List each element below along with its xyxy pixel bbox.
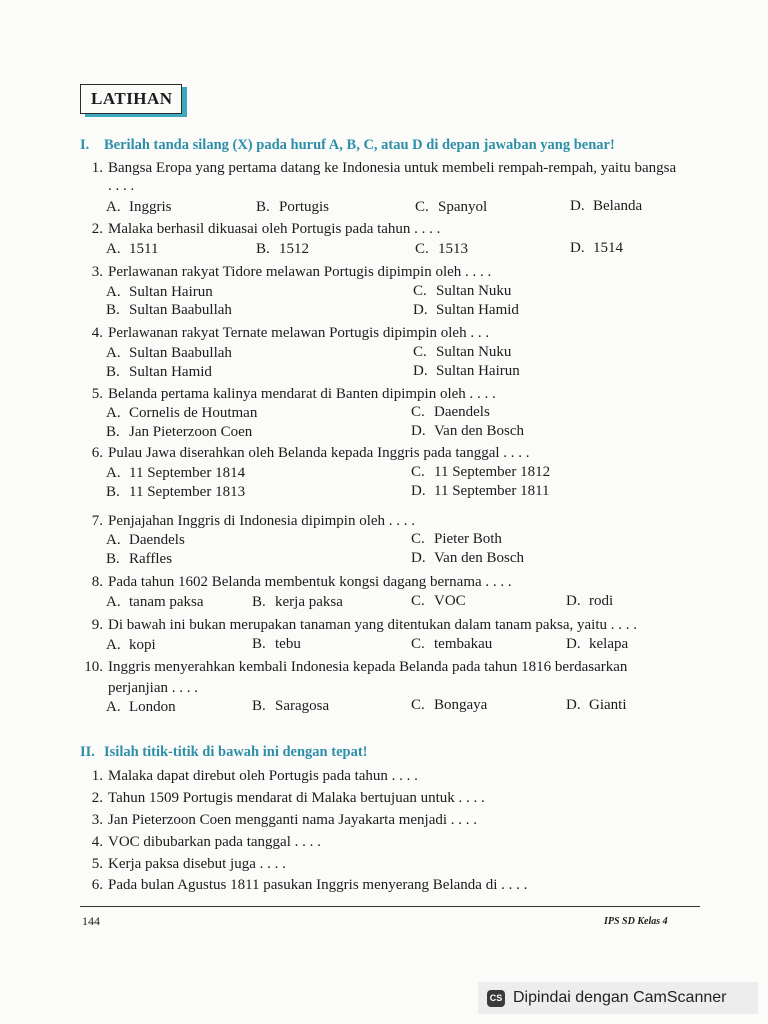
- option-a[interactable]: [106, 699, 176, 716]
- section-1-heading: [80, 137, 615, 154]
- option-letter: D.: [570, 240, 585, 256]
- item-number: 6.: [91, 877, 103, 893]
- option-letter: A.: [106, 241, 121, 257]
- option-c[interactable]: [411, 593, 466, 610]
- option-text: rodi: [589, 593, 614, 609]
- option-b[interactable]: [256, 199, 329, 216]
- option-text: Belanda: [593, 198, 643, 214]
- question-text: Perlawanan rakyat Ternate melawan Portugis dipimpin oleh . . .: [108, 325, 490, 341]
- option-text: Spanyol: [438, 199, 488, 215]
- option-text: Saragosa: [275, 698, 330, 714]
- option-a[interactable]: [106, 199, 172, 216]
- option-text: London: [129, 699, 176, 715]
- option-letter: C.: [411, 593, 425, 609]
- question-2: [91, 221, 441, 238]
- question-text: Pada tahun 1602 Belanda membentuk kongsi dagang bernama . . . .: [108, 574, 512, 590]
- option-d[interactable]: [566, 593, 613, 610]
- item-text: Jan Pieterzoon Coen mengganti nama Jayakarta menjadi . . . .: [108, 812, 478, 828]
- title-box: [80, 84, 182, 114]
- option-text: Inggris: [129, 199, 172, 215]
- option-a[interactable]: [106, 637, 156, 654]
- option-letter: A.: [106, 345, 121, 361]
- item-number: 1.: [91, 768, 103, 784]
- option-letter: D.: [413, 363, 428, 379]
- option-b[interactable]: [252, 594, 343, 611]
- option-letter: D.: [411, 423, 426, 439]
- option-letter: D.: [566, 697, 581, 713]
- option-text: Gianti: [589, 697, 627, 713]
- option-a[interactable]: [106, 405, 257, 422]
- option-text: 1514: [593, 240, 623, 256]
- option-text: Van den Bosch: [434, 423, 524, 439]
- item-text: Pada bulan Agustus 1811 pasukan Inggris menyerang Belanda di . . . .: [108, 877, 528, 893]
- item-text: VOC dibubarkan pada tanggal . . . .: [108, 834, 321, 850]
- option-letter: B.: [106, 484, 120, 500]
- question-text: Perlawanan rakyat Tidore melawan Portugis dipimpin oleh . . . .: [108, 264, 492, 280]
- option-text: Sultan Hamid: [436, 302, 519, 318]
- option-b[interactable]: [252, 698, 329, 715]
- option-a[interactable]: [106, 284, 213, 301]
- option-letter: A.: [106, 637, 121, 653]
- option-text: Van den Bosch: [434, 550, 524, 566]
- option-letter: B.: [106, 364, 120, 380]
- option-c[interactable]: [411, 464, 550, 481]
- question-number: 8.: [91, 574, 103, 590]
- question-number: 7.: [91, 513, 103, 529]
- question-text: Pulau Jawa diserahkan oleh Belanda kepada Inggris pada tanggal . . . .: [108, 445, 530, 461]
- question-number: 1.: [91, 160, 103, 176]
- option-letter: C.: [411, 531, 425, 547]
- option-text: Bongaya: [434, 697, 488, 713]
- option-letter: B.: [252, 636, 266, 652]
- question-number: 3.: [91, 264, 103, 280]
- item-text: Tahun 1509 Portugis mendarat di Malaka bertujuan untuk . . . .: [108, 790, 485, 806]
- option-letter: B.: [256, 199, 270, 215]
- option-letter: C.: [411, 404, 425, 420]
- option-text: 1513: [438, 241, 468, 257]
- option-text: tebu: [275, 636, 301, 652]
- option-text: Sultan Baabullah: [129, 302, 232, 318]
- question-4: [91, 325, 490, 342]
- option-text: Sultan Hairun: [129, 284, 213, 300]
- question-text: Di bawah ini bukan merupakan tanaman yang ditentukan dalam tanam paksa, yaitu . . . .: [108, 617, 638, 633]
- option-d[interactable]: [570, 198, 642, 215]
- item-text: Kerja paksa disebut juga . . . .: [108, 856, 286, 872]
- page-number: 144: [82, 914, 100, 928]
- option-text: Cornelis de Houtman: [129, 405, 258, 421]
- option-b[interactable]: [106, 302, 232, 319]
- option-text: Sultan Nuku: [436, 283, 512, 299]
- option-letter: B.: [106, 424, 120, 440]
- option-text: Portugis: [279, 199, 330, 215]
- option-text: kerja paksa: [275, 594, 343, 610]
- option-text: Sultan Nuku: [436, 344, 512, 360]
- option-d[interactable]: [566, 636, 628, 653]
- option-text: 1512: [279, 241, 309, 257]
- option-c[interactable]: [413, 283, 511, 300]
- option-a[interactable]: [106, 532, 185, 549]
- option-b[interactable]: [106, 424, 252, 441]
- option-letter: B.: [106, 302, 120, 318]
- section-2-heading: [80, 744, 367, 761]
- question-7: [91, 513, 416, 530]
- option-d[interactable]: [413, 302, 519, 319]
- option-letter: D.: [570, 198, 585, 214]
- option-c[interactable]: [411, 636, 492, 653]
- option-text: 1511: [129, 241, 159, 257]
- page-title: LATIHAN: [91, 89, 173, 108]
- section-1-number: I.: [80, 137, 90, 153]
- option-b[interactable]: [106, 551, 172, 568]
- option-b[interactable]: [106, 364, 212, 381]
- option-text: tanam paksa: [129, 594, 204, 610]
- option-letter: D.: [411, 550, 426, 566]
- fill-item-3: [91, 812, 478, 829]
- option-a[interactable]: [106, 241, 158, 258]
- option-text: Sultan Baabullah: [129, 345, 232, 361]
- camscanner-logo-icon: CS: [487, 990, 505, 1007]
- option-letter: C.: [415, 199, 429, 215]
- option-letter: A.: [106, 284, 121, 300]
- option-c[interactable]: [415, 199, 487, 216]
- option-letter: A.: [106, 594, 121, 610]
- option-letter: B.: [106, 551, 120, 567]
- option-text: 11 September 1811: [434, 483, 550, 499]
- option-letter: D.: [566, 636, 581, 652]
- option-a[interactable]: [106, 465, 245, 482]
- option-letter: A.: [106, 465, 121, 481]
- question-number: 5.: [91, 386, 103, 402]
- option-letter: B.: [252, 594, 266, 610]
- question-1-continuation: . . . .: [108, 178, 135, 194]
- section-1-instruction: Berilah tanda silang (X) pada huruf A, B, C, atau D di depan jawaban yang benar!: [104, 137, 615, 153]
- option-c[interactable]: [415, 241, 468, 258]
- option-d[interactable]: [570, 240, 623, 257]
- option-letter: B.: [256, 241, 270, 257]
- option-letter: B.: [252, 698, 266, 714]
- option-letter: C.: [411, 464, 425, 480]
- option-a[interactable]: [106, 594, 204, 611]
- option-b[interactable]: [252, 636, 301, 653]
- section-2-instruction: Isilah titik-titik di bawah ini dengan tepat!: [104, 744, 368, 760]
- question-6: [91, 445, 530, 462]
- option-text: Sultan Hamid: [129, 364, 212, 380]
- item-number: 4.: [91, 834, 103, 850]
- option-d[interactable]: [566, 697, 627, 714]
- option-text: 11 September 1813: [129, 484, 246, 500]
- option-text: 11 September 1814: [129, 465, 246, 481]
- book-title: IPS SD Kelas 4: [604, 916, 668, 927]
- question-text: Inggris menyerahkan kembali Indonesia kepada Belanda pada tahun 1816 berdasarkan: [108, 659, 628, 675]
- item-number: 3.: [91, 812, 103, 828]
- option-letter: A.: [106, 405, 121, 421]
- option-text: Jan Pieterzoon Coen: [129, 424, 253, 440]
- fill-item-6: [91, 877, 528, 894]
- option-d[interactable]: [413, 363, 520, 380]
- option-letter: C.: [411, 697, 425, 713]
- option-b[interactable]: [256, 241, 309, 258]
- option-letter: D.: [566, 593, 581, 609]
- option-text: Daendels: [129, 532, 185, 548]
- question-8: [91, 574, 512, 591]
- option-d[interactable]: [411, 483, 550, 500]
- option-text: Sultan Hairun: [436, 363, 520, 379]
- option-letter: A.: [106, 699, 121, 715]
- question-number: 6.: [91, 445, 103, 461]
- option-letter: C.: [415, 241, 429, 257]
- option-text: Pieter Both: [434, 531, 502, 547]
- question-10-continuation: perjanjian . . . .: [108, 680, 198, 696]
- question-3: [91, 264, 492, 281]
- option-a[interactable]: [106, 345, 232, 362]
- item-number: 5.: [91, 856, 103, 872]
- option-letter: D.: [413, 302, 428, 318]
- option-text: Raffles: [129, 551, 173, 567]
- option-letter: C.: [411, 636, 425, 652]
- option-text: VOC: [434, 593, 466, 609]
- option-c[interactable]: [413, 344, 511, 361]
- item-text: Malaka dapat direbut oleh Portugis pada tahun . . . .: [108, 768, 418, 784]
- question-10: [84, 659, 628, 676]
- question-number: 10.: [84, 659, 103, 675]
- option-letter: A.: [106, 199, 121, 215]
- option-c[interactable]: [411, 697, 487, 714]
- scanner-text: Dipindai dengan CamScanner: [513, 989, 727, 1006]
- question-5: [91, 386, 496, 403]
- option-c[interactable]: [411, 531, 502, 548]
- option-c[interactable]: [411, 404, 490, 421]
- option-text: Daendels: [434, 404, 490, 420]
- question-1: [91, 160, 677, 177]
- question-text: Penjajahan Inggris di Indonesia dipimpin oleh . . . .: [108, 513, 416, 529]
- fill-item-5: [91, 856, 286, 873]
- fill-item-4: [91, 834, 321, 851]
- fill-item-2: [91, 790, 485, 807]
- scanner-watermark: [478, 982, 758, 1014]
- question-number: 4.: [91, 325, 103, 341]
- question-number: 2.: [91, 221, 103, 237]
- option-text: kelapa: [589, 636, 629, 652]
- question-text: Malaka berhasil dikuasai oleh Portugis pada tahun . . . .: [108, 221, 441, 237]
- option-letter: C.: [413, 283, 427, 299]
- option-text: tembakau: [434, 636, 493, 652]
- question-text: Bangsa Eropa yang pertama datang ke Indonesia untuk membeli rempah-rempah, yaitu bangsa: [108, 160, 677, 176]
- fill-item-1: [91, 768, 418, 785]
- option-letter: A.: [106, 532, 121, 548]
- option-text: 11 September 1812: [434, 464, 551, 480]
- option-letter: C.: [413, 344, 427, 360]
- question-number: 9.: [91, 617, 103, 633]
- option-text: kopi: [129, 637, 156, 653]
- option-letter: D.: [411, 483, 426, 499]
- option-d[interactable]: [411, 423, 524, 440]
- option-d[interactable]: [411, 550, 524, 567]
- question-9: [91, 617, 638, 634]
- footer-rule: [80, 906, 700, 907]
- option-b[interactable]: [106, 484, 245, 501]
- section-2-number: II.: [80, 744, 95, 760]
- question-text: Belanda pertama kalinya mendarat di Banten dipimpin oleh . . . .: [108, 386, 496, 402]
- item-number: 2.: [91, 790, 103, 806]
